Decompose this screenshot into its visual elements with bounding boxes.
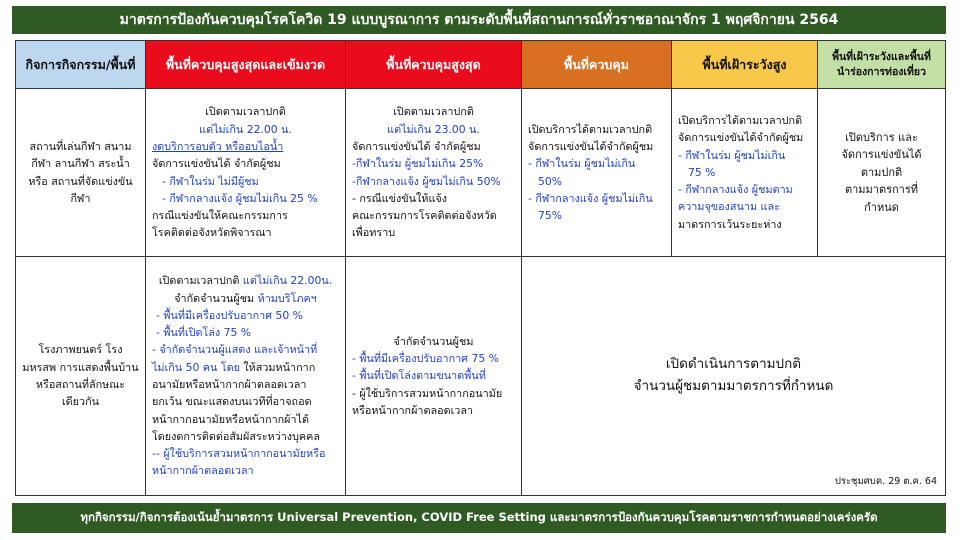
cell-line: เปิดบริการ และ: [845, 130, 918, 144]
cell-line: แต่ไม่เกิน 23.00 น.: [387, 122, 480, 136]
cell-line: - พื้นที่มีเครื่องปรับอากาศ 50 %: [156, 308, 303, 322]
page-title: มาตรการป้องกันควบคุมโรคโควิด 19 แบบบูรณาการ ตามระดับพื้นที่สถานการณ์ทั่วราชอาณาจักร 1 พฤศจิกายน 2564: [12, 6, 946, 34]
cinema-max-strict-cell: [146, 257, 346, 496]
cell-line: กำหนด: [864, 200, 899, 214]
cell-line: จัดการแข่งขันได้จำกัดผู้ชม: [678, 131, 804, 145]
footer-banner: ทุกกิจกรรม/กิจการต้องเน้นย้ำมาตรการ Universal Prevention, COVID Free Setting และมาตรการป้องกันควบคุมโรคตามราชการกำหนดอย่างเคร่งครัด: [12, 503, 946, 533]
cell-line: กรณีแข่งขันให้คณะกรรมการ: [152, 209, 288, 223]
header-activity: กิจการกิจกรรม/พื้นที่: [16, 41, 146, 89]
cell-line: คณะกรรมการโรคติดต่อจังหวัด: [352, 209, 497, 223]
cell-line: 75%: [538, 209, 562, 223]
cell-line: - พื้นที่มีเครื่องปรับอากาศ 75 %: [352, 352, 499, 366]
cell-line: - จำกัดจำนวนผู้แสดง และเจ้าหน้าที่: [152, 343, 318, 357]
cell-line: จัดการแข่งขันได้: [841, 148, 922, 162]
cell-line: ความจุของสนาม และ: [678, 200, 780, 214]
header-max-strict-control: พื้นที่ควบคุมสูงสุดและเข้มงวด: [146, 41, 346, 89]
cell-line: เปิดตามเวลาปกติ: [393, 105, 474, 119]
cell-line: หรือหน้ากากผ้าตลอดเวลา: [352, 403, 474, 417]
cell-line: อนามัยหรือหน้ากากผ้าตลอดเวลา: [152, 378, 307, 391]
cell-line: 50%: [538, 174, 562, 188]
cell-line: เพื่อทราบ: [352, 226, 396, 240]
cell-line: แต่ไม่เกิน 22.00 น.: [199, 122, 292, 136]
cell-line: -กีฬากลางแจ้ง ผู้ชมไม่เกิน 50%: [352, 174, 501, 188]
table-row: [16, 257, 946, 496]
cinema-normal-operations-cell: [522, 257, 946, 496]
cell-line: เปิดตามเวลาปกติ แต่ไม่เกิน 22.00น.: [158, 274, 333, 288]
cell-line: งดบริการอบตัว หรืออบไอน้ำ: [152, 139, 284, 153]
cell-line: - กรณีแข่งขันให้แจ้ง: [352, 191, 447, 205]
cell-line: เปิดบริการได้ตามเวลาปกติ: [678, 114, 803, 128]
sports-control-cell: [522, 89, 672, 257]
cell-line: โรคติดต่อจังหวัดพิจารณา: [152, 226, 272, 240]
cell-line: เปิดดำเนินการตามปกติ: [665, 356, 802, 373]
sports-max-cell: [346, 89, 522, 257]
cell-line: หน้ากากผ้าตลอดเวลา: [152, 464, 254, 478]
cell-line: ไม่เกิน 50 คน โดย ให้สวมหน้ากาก: [152, 360, 316, 374]
cell-line: จำกัดจำนวนผู้ชม ห้ามบริโภคฯ: [174, 291, 317, 305]
cell-line: - พื้นที่เปิดโล่ง 75 %: [156, 326, 252, 340]
measures-table: [15, 40, 946, 496]
sports-max-strict-cell: [146, 89, 346, 257]
cell-line: 75 %: [688, 165, 716, 179]
header-max-control: พื้นที่ควบคุมสูงสุด: [346, 41, 522, 89]
sports-surveillance-cell: [818, 89, 946, 257]
header-high-surveillance: พื้นที่เฝ้าระวังสูง: [672, 41, 818, 89]
cell-line: - พื้นที่เปิดโล่งตามขนาดพื้นที่: [352, 369, 486, 383]
cell-line: จัดการแข่งขันได้ จำกัดผู้ชม: [152, 157, 281, 171]
header-control: พื้นที่ควบคุม: [522, 41, 672, 89]
cell-line: - กีฬากลางแจ้ง ผู้ชมไม่เกิน: [528, 191, 653, 205]
cell-line: จำกัดจำนวนผู้ชม: [393, 334, 474, 348]
cell-line: -- ผู้ใช้บริการสวมหน้ากากอนามัยหรือ: [152, 447, 326, 461]
cell-line: โดยงดการติดต่อสัมผัสระหว่างบุคคล: [152, 429, 320, 443]
cell-line: เปิดตามเวลาปกติ: [205, 105, 286, 119]
cell-line: - กีฬากลางแจ้ง ผู้ชมตาม: [678, 183, 793, 197]
activity-sports: สถานที่เล่นกีฬา สนามกีฬา ลานกีฬา สระน้ำ หรือ สถานที่จัดแข่งขันกีฬา: [16, 89, 146, 257]
cell-line: หน้ากากอนามัยหรือหน้ากากผ้าได้: [152, 412, 309, 426]
cell-line: เปิดบริการได้ตามเวลาปกติ: [528, 122, 653, 136]
cell-line: - ผู้ใช้บริการสวมหน้ากากอนามัย: [352, 386, 503, 400]
header-surveillance-tourism: พื้นที่เฝ้าระวังและพื้นที่นำร่องการท่องเที่ยว: [818, 41, 946, 89]
cinema-max-cell: [346, 257, 522, 496]
cell-line: - กีฬาในร่ม ผู้ชมไม่เกิน: [528, 157, 636, 171]
cell-line: จัดการแข่งขันได้ จำกัดผู้ชม: [352, 139, 481, 153]
cell-line: จัดการแข่งขันได้จำกัดผู้ชม: [528, 139, 654, 153]
cell-line: จำนวนผู้ชมตามมาตรการที่กำหนด: [633, 378, 834, 394]
sports-high-surveillance-cell: [672, 89, 818, 257]
activity-cinema: โรงภาพยนตร์ โรงมหรสพ การแสดงพื้นบ้าน หรือสถานที่ลักษณะเดียวกัน: [16, 257, 146, 496]
table-row: [16, 89, 946, 257]
cell-line: มาตรการเว้นระยะห่าง: [678, 217, 782, 231]
cell-line: - กีฬาในร่ม ผู้ชมไม่เกิน: [678, 148, 786, 162]
header-row: [16, 41, 946, 89]
cell-line: ตามมาตรการที่: [844, 183, 919, 197]
cell-line: - กีฬาในร่ม ไม่มีผู้ชม: [162, 174, 259, 188]
cell-line: - กีฬากลางแจ้ง ผู้ชมไม่เกิน 25 %: [162, 191, 318, 205]
cell-line: ยกเว้น ขณะแสดงบนเวทีที่อาจถอด: [152, 395, 312, 409]
cell-line: -กีฬาในร่ม ผู้ชมไม่เกิน 25%: [352, 157, 484, 171]
cell-line: ตามปกติ: [860, 165, 903, 179]
meeting-reference-note: ประชุมศบค. 29 ต.ค. 64: [834, 475, 937, 487]
